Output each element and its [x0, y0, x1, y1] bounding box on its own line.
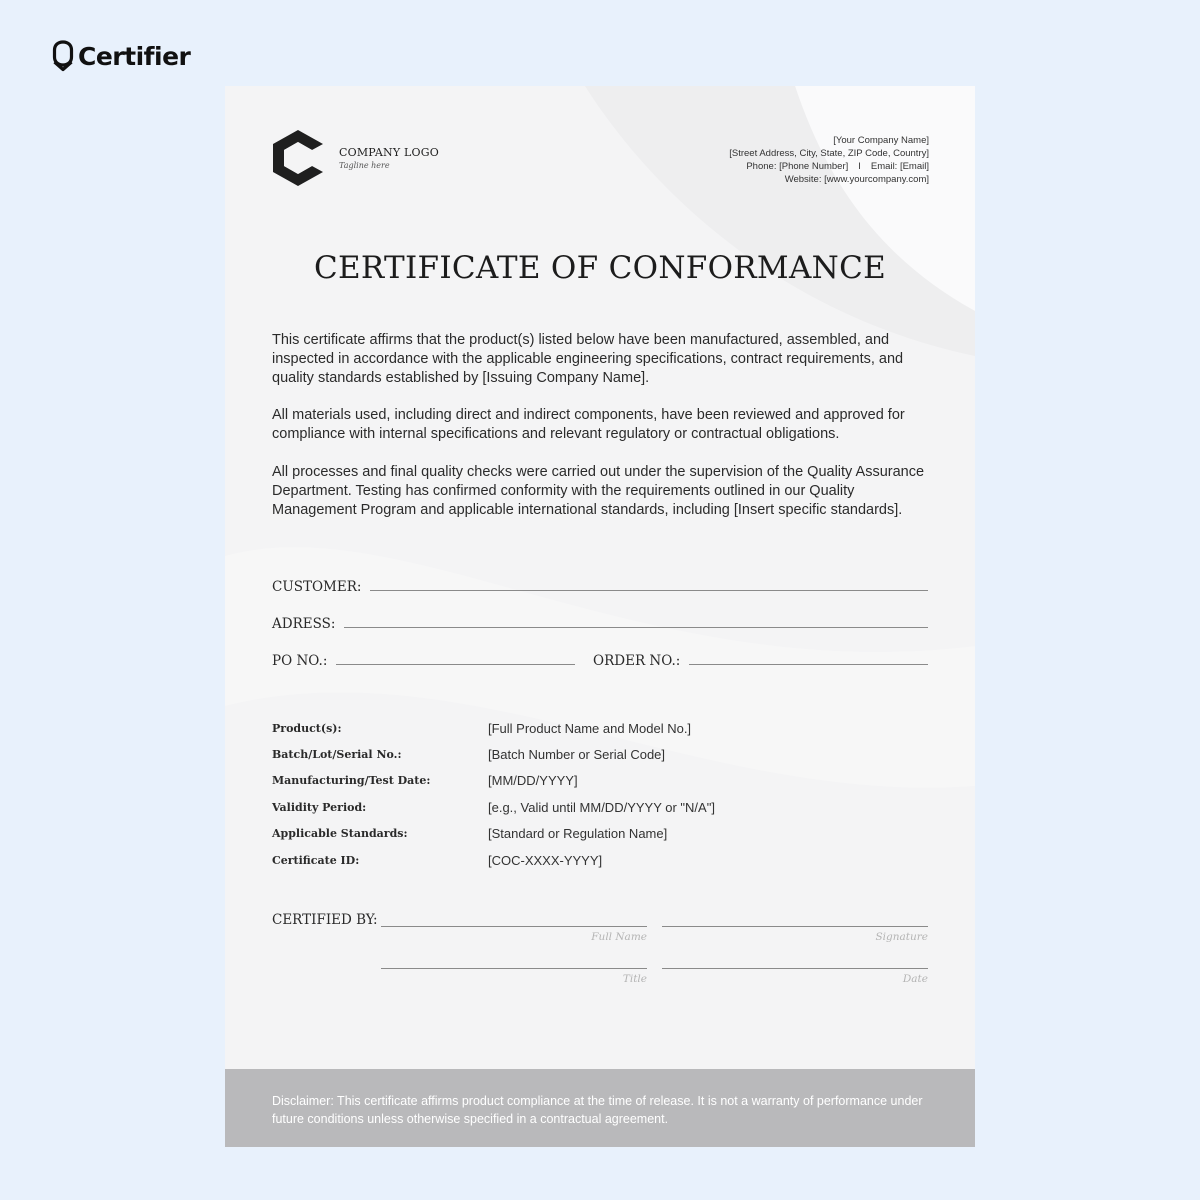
company-phone: Phone: [Phone Number] [746, 161, 849, 172]
title-field [381, 968, 647, 985]
company-website: Website: [www.yourcompany.com] [784, 174, 929, 185]
company-email: Email: [Email] [870, 161, 929, 172]
po-label: PO NO.: [272, 653, 328, 669]
company-address: [Street Address, City, State, ZIP Code, Country] [729, 148, 929, 159]
detail-value: [MM/DD/YYYY] [488, 773, 578, 789]
disclaimer-text: Disclaimer: This certificate affirms product compliance at the time of release. It is not a warranty of performance under future conditions unless otherwise specified in a contractual agreement. [272, 1094, 923, 1126]
detail-row [272, 768, 928, 794]
detail-label: Validity Period: [272, 800, 367, 814]
product-details [272, 715, 928, 873]
customer-input-line[interactable] [370, 590, 928, 591]
address-input-line[interactable] [344, 627, 928, 628]
detail-label: Certificate ID: [272, 853, 360, 867]
company-logo-block [271, 128, 439, 188]
detail-row [272, 715, 928, 741]
detail-value: [Batch Number or Serial Code] [488, 747, 666, 763]
title-caption: Title [622, 973, 647, 985]
brand-name: Certifier [78, 41, 191, 71]
detail-row [272, 847, 928, 873]
logo-tagline: Tagline here [339, 161, 390, 170]
date-caption: Date [902, 973, 928, 985]
hexagon-c-logo-icon [271, 128, 325, 188]
date-line[interactable] [662, 968, 928, 969]
certificate-title: CERTIFICATE OF CONFORMANCE [313, 250, 887, 286]
detail-label: Manufacturing/Test Date: [272, 774, 431, 788]
company-name: [Your Company Name] [833, 135, 929, 146]
brand-logo [52, 40, 190, 72]
order-input-line[interactable] [689, 664, 928, 665]
certificate-paragraph-3: All processes and final quality checks were carried out under the supervision of the Quality Assurance Department. Testing has confirmed conformity with the requirements outlined in our Quality Management Program and applicable international standards, including [Insert specific standards]. [272, 464, 925, 518]
detail-value: [e.g., Valid until MM/DD/YYYY or "N/A"] [488, 799, 715, 815]
detail-label: Product(s): [272, 721, 342, 735]
certificate-paragraph-1: This certificate affirms that the product(s) listed below have been manufactured, assembled, and inspected in accordance with the applicable engineering specifications, contract requirements, and quality standards established by [Issuing Company Name]. [272, 332, 904, 386]
detail-value: [Full Product Name and Model No.] [488, 720, 692, 736]
customer-field [272, 573, 928, 597]
company-phone-email [729, 160, 929, 173]
order-label: ORDER NO.: [593, 653, 681, 669]
po-order-field [272, 647, 928, 671]
address-field [272, 610, 928, 634]
detail-value: [Standard or Regulation Name] [488, 826, 668, 842]
certifier-shield-icon [52, 40, 74, 72]
signature-field [662, 926, 928, 943]
date-field [662, 968, 928, 985]
address-label: ADRESS: [272, 616, 336, 632]
signature-caption: Signature [875, 931, 928, 943]
customer-label: CUSTOMER: [272, 579, 362, 595]
detail-value: [COC-XXXX-YYYY] [488, 852, 603, 868]
contact-separator: I [858, 161, 861, 172]
full-name-line[interactable] [381, 926, 647, 927]
certified-by-label: CERTIFIED BY: [272, 912, 378, 928]
po-input-line[interactable] [336, 664, 575, 665]
disclaimer-footer [225, 1069, 975, 1147]
certificate-document [225, 86, 975, 1147]
detail-row [272, 821, 928, 847]
detail-label: Applicable Standards: [272, 827, 408, 841]
detail-label: Batch/Lot/Serial No.: [272, 748, 402, 762]
detail-row [272, 794, 928, 820]
detail-row [272, 741, 928, 767]
signature-line[interactable] [662, 926, 928, 927]
title-line[interactable] [381, 968, 647, 969]
full-name-field [381, 926, 647, 943]
certificate-paragraph-2: All materials used, including direct and indirect components, have been reviewed and approved for compliance with internal specifications and relevant regulatory or contractual obligations. [272, 407, 905, 442]
logo-title: COMPANY LOGO [339, 146, 439, 159]
full-name-caption: Full Name [591, 931, 647, 943]
company-contact-info [729, 134, 929, 186]
